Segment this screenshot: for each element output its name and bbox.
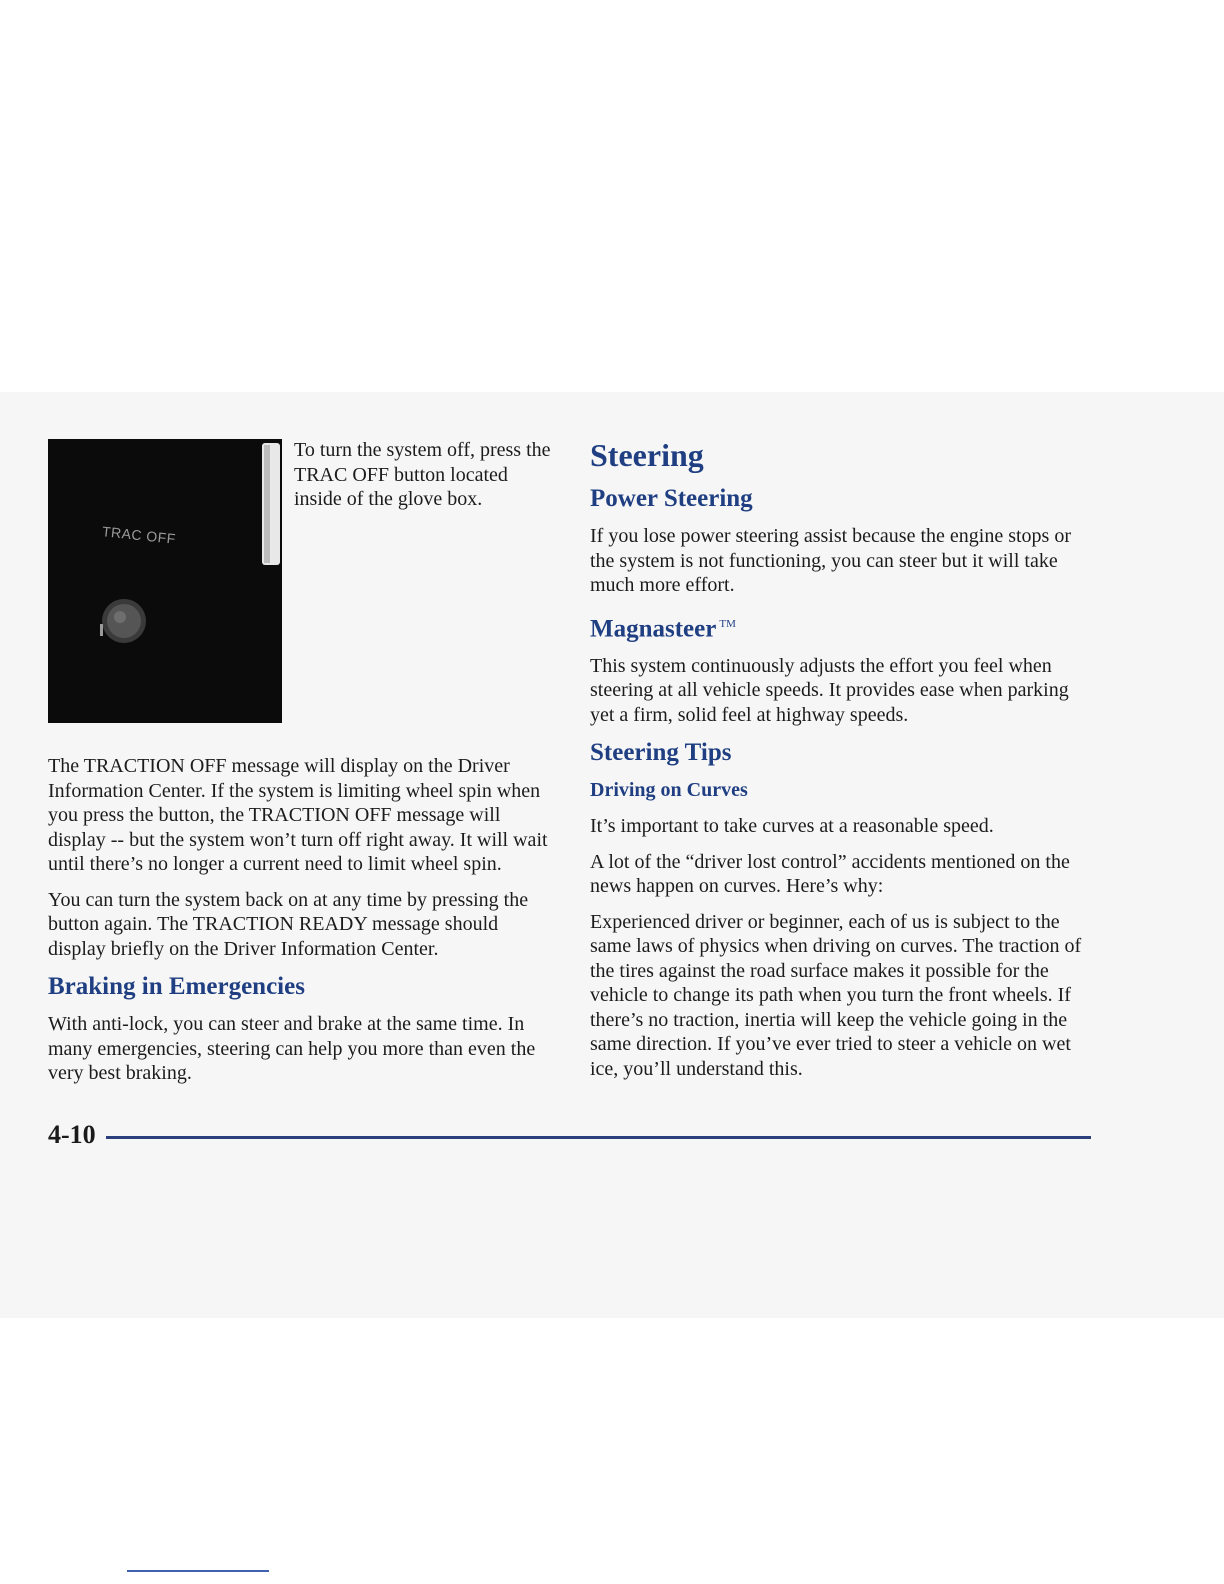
page-footer bbox=[48, 1120, 1091, 1150]
traction-ready-paragraph: You can turn the system back on at any time by pressing the button again. The TRACTION READY message should display briefly on the Driver Information Center. bbox=[48, 888, 529, 960]
curves-paragraph-2: A lot of the “driver lost control” accidents mentioned on the news happen on curves. Here’s why: bbox=[590, 850, 1070, 898]
steering-heading: Steering bbox=[590, 437, 704, 473]
power-steering-heading: Power Steering bbox=[590, 485, 753, 512]
power-steering-paragraph: If you lose power steering assist because the engine stops or the system is not functioning, you can steer but it will take much more effort. bbox=[590, 525, 1071, 596]
magnasteer-heading bbox=[590, 609, 1090, 644]
trademark-mark: TM bbox=[719, 617, 736, 630]
left-column bbox=[48, 754, 548, 1097]
right-column bbox=[590, 436, 1090, 1092]
driving-on-curves-heading: Driving on Curves bbox=[590, 779, 748, 802]
bottom-line bbox=[127, 1570, 269, 1572]
trac-off-panel-illustration bbox=[48, 439, 282, 723]
steering-tips-heading: Steering Tips bbox=[590, 739, 732, 767]
footer-rule bbox=[106, 1136, 1091, 1139]
magnasteer-paragraph: This system continuously adjusts the effort you feel when steering at all vehicle speeds. It provides ease when parking yet a firm, solid feel at highway speeds. bbox=[590, 654, 1069, 726]
braking-paragraph: With anti-lock, you can steer and brake at the same time. In many emergencies, steering can help you more than even the very best braking. bbox=[48, 1013, 536, 1084]
page-number: 4-10 bbox=[48, 1120, 96, 1149]
magnasteer-title: Magnasteer bbox=[590, 614, 717, 642]
photo-caption: To turn the system off, press the TRAC OFF button located inside of the glove box. bbox=[294, 439, 551, 510]
trac-off-label: TRAC OFF bbox=[101, 523, 177, 547]
curves-paragraph-1: It’s important to take curves at a reasonable speed. bbox=[590, 815, 994, 838]
braking-heading: Braking in Emergencies bbox=[48, 973, 305, 1000]
curves-paragraph-3: Experienced driver or beginner, each of us is subject to the same laws of physics when driving on curves. The traction of the tires against the road surface makes it possible for the vehicle to change its path when you turn the front wheels. If there’s no traction, inertia will keep the vehicle going in the same direction. If you’ve ever tried to steer a vehicle on wet ice, you’ll understand this. bbox=[590, 910, 1082, 1080]
traction-off-paragraph: The TRACTION OFF message will display on the Driver Information Center. If the system is limiting wheel spin when you press the button, the TRACTION OFF message will display -- but the system won’t turn off right away. It will wait until there’s no longer a current need to limit wheel spin. bbox=[48, 755, 548, 875]
trac-off-button-photo bbox=[48, 439, 282, 723]
